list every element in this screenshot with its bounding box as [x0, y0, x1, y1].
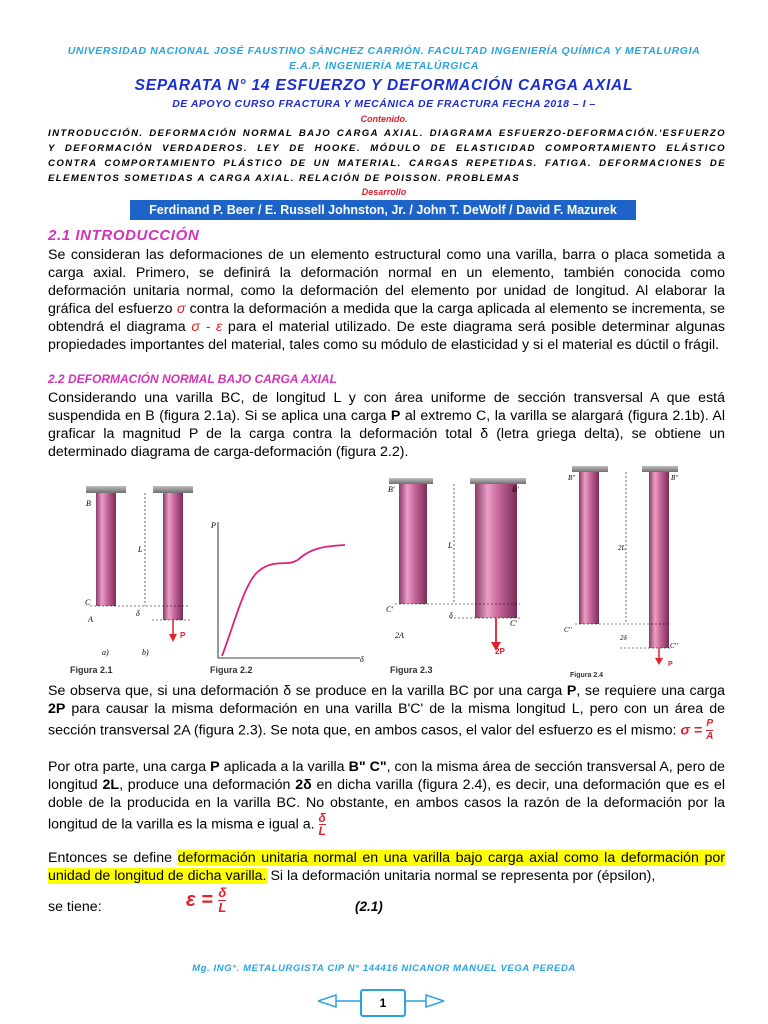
caption-figura-2-1: Figura 2.1 [70, 665, 113, 675]
figures-area [50, 462, 720, 678]
fig23-label-2p: 2P [495, 647, 505, 656]
contenido-label: Contenido. [360, 114, 408, 124]
sigma-epsilon: σ - ε [191, 319, 223, 335]
fig23-label-delta: δ [449, 611, 453, 620]
authors-bar: Ferdinand P. Beer / E. Russell Johnston, Jr. / John T. DeWolf / David F. Mazurek [130, 200, 636, 220]
fig21-label-sub-a: a) [102, 648, 109, 657]
paragraph-deformacion: Considerando una varilla BC, de longitud L y con área uniforme de sección transversal A que está suspendida en B (figura 2.1a). Si se aplica una carga P al extremo C, la varilla se alargará (figura 2.1b). Al graficar la magnitud P de la carga contra la deformación total δ (letra griega delta), se obtiene un determinado diagrama de carga-deformación (figura 2.2). [48, 390, 726, 460]
paragraph-definicion: Entonces se define deformación unitaria normal en una varilla bajo carga axial como la deformación por unidad de longitud de dicha varilla. Si la deformación unitaria normal se representa por (épsilon), [48, 850, 725, 884]
fig24-label-b2: B'' [671, 474, 679, 482]
fig21-label-delta: δ [136, 609, 140, 618]
figure-2-2 [210, 521, 364, 675]
document-title: SEPARATA N° 14 ESFUERZO Y DEFORMACIÓN CARGA AXIAL [134, 77, 634, 94]
caption-figura-2-3: Figura 2.3 [390, 665, 433, 675]
paragraph-esfuerzo: Se observa que, si una deformación δ se produce en la varilla BC por una carga P, se requiere una carga 2P para causar la misma deformación en una varilla B'C' de la misma longitud L, pero con un área de sección transversal 2A (figura 2.3). Se nota que, en ambos casos, el valor del esfuerzo es el mismo: σ = $\frac{P}{A}$ [48, 683, 725, 742]
fig22-label-p: P [211, 521, 216, 530]
paragraph-longitud: Por otra parte, una carga P aplicada a la varilla B" C", con la misma área de sección transversal A, pero de longitud 2L, produce una deformación 2δ en dicha varilla (figura 2.4), es decir, una deformación que es el doble de la producida en la varilla BC. No obstante, en ambos casos la razón de la deformación por la longitud de la varilla es la misma e igual a. $\frac{\delta}{L}$ [48, 759, 725, 838]
fig24-label-c2: C'' [670, 642, 678, 650]
fraction-delta-over-l: $\frac{\delta}{L}$ [318, 811, 326, 838]
fig21-label-l: L [138, 545, 143, 554]
fig24-label-2delta: 2δ [620, 634, 627, 642]
page-number: 1 [360, 989, 406, 1017]
fig21-label-b: B [86, 499, 91, 508]
fig23-label-c2: C' [510, 619, 518, 628]
university-name: UNIVERSIDAD NACIONAL JOSÉ FAUSTINO SÁNCHEZ CARRIÓN. FACULTAD INGENIERÍA QUÍMICA Y METALURGIA [67, 45, 701, 57]
section-heading-introduccion: 2.1 INTRODUCCIÓN [48, 227, 200, 244]
fig21-label-sub-b: b) [142, 648, 149, 657]
university-header [0, 44, 768, 74]
fig23-label-c1: C' [386, 605, 394, 614]
fig21-label-a: A [88, 615, 93, 624]
fig23-label-b1: B' [388, 485, 395, 494]
fraction-eq-delta-over-l: $\frac{\delta}{L}$ [218, 885, 227, 915]
fig24-label-b1: B'' [568, 474, 576, 482]
contenido-text: INTRODUCCIÓN. DEFORMACIÓN NORMAL BAJO CARGA AXIAL. DIAGRAMA ESFUERZO-DEFORMACIÓN.'ESFUERZO Y DEFORMACIÓN VERDADEROS. LEY DE HOOKE. MÓDULO DE ELASTICIDAD COMPORTAMIENTO ELÁSTICO CONTRA COMPORTAMIENTO PLÁSTICO DE UN MATERIAL. CARGAS REPETIDAS. FATIGA. DEFORMACIONES DE ELEMENTOS SOMETIDAS A CARGA AXIAL. RELACIÓN DE POISSON. PROBLEMAS [48, 128, 726, 184]
desarrollo-label: Desarrollo [361, 187, 407, 197]
fig24-label-p: P [668, 661, 673, 668]
footer-author: Mg. ING°. METALURGISTA CIP N° 144416 NICANOR MANUEL VEGA PEREDA [192, 963, 576, 974]
school-name: E.A.P. INGENIERÍA METALÚRGICA [289, 60, 479, 72]
document-subtitle: DE APOYO CURSO FRACTURA Y MECÁNICA DE FRACTURA FECHA 2018 – I – [172, 98, 596, 110]
fig24-label-c1: C'' [564, 626, 572, 634]
figure-2-4 [564, 466, 679, 678]
equation-number: (2.1) [355, 899, 383, 914]
fig24-label-2l: 2L [618, 544, 626, 552]
fig21-label-c: C [85, 598, 91, 607]
fig22-label-delta: δ [360, 655, 364, 664]
sigma-symbol: σ [176, 301, 186, 317]
highlighted-definition: deformación unitaria normal en una varilla bajo carga axial como la deformación por unidad de longitud de dicha varilla. [48, 850, 725, 884]
se-tiene-label: se tiene: [48, 899, 102, 915]
fraction-p-over-a: $\frac{P}{A}$ [706, 718, 714, 742]
paragraph-introduccion: Se consideran las deformaciones de un elemento estructural como una varilla, barra o placa sometida a carga axial. Primero, se definirá la deformación normal en un elemento, también conocida como deformación unitaria normal, como la deformación del elemento por unidad de longitud. Al elaborar la gráfica del esfuerzo σ contra la deformación a medida que la carga aplicada al elemento se incrementa, se obtendrá el diagrama σ - ε para el material utilizado. De este diagrama será posible determinar algunas propiedades importantes del material, tales como su módulo de elasticidad y si el material es dúctil o frágil. [48, 247, 726, 353]
figure-2-1 [70, 486, 193, 675]
equation-2-1: ε = $\frac{\delta}{L}$ [186, 885, 227, 915]
caption-figura-2-4: Figura 2.4 [570, 672, 604, 678]
fig23-label-b2: B' [512, 485, 519, 494]
fig23-label-l: L [448, 541, 453, 550]
fig23-label-2a: 2A [395, 631, 404, 640]
caption-figura-2-2: Figura 2.2 [210, 665, 253, 675]
sigma-equals: σ = [680, 722, 703, 739]
fig21-label-p: P [180, 631, 186, 640]
figure-2-3 [386, 478, 526, 675]
section-heading-deformacion: 2.2 DEFORMACIÓN NORMAL BAJO CARGA AXIAL [48, 372, 337, 386]
